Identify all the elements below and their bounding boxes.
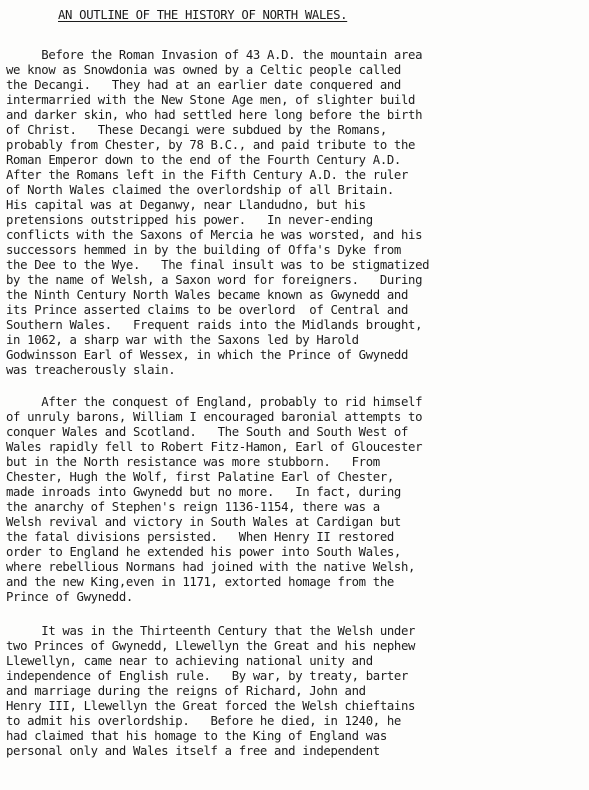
paragraph-roman-to-saxon: Before the Roman Invasion of 43 A.D. the mountain area we know as Snowdonia was owned by a Celtic people called the Decangi. They had at an earlier date conquered and intermarried with the New Stone Age men, of slighter build and darker skin, who had settled here long before the birth of Christ. These Decangi were subdued by the Romans, probably from Chester, by 78 B.C., and paid tribute to the Roman Emperor down to the end of the Fourth Century A.D. After the Romans left in the Fifth Century A.D. the ruler of North Wales claimed the overlordship of all Britain. His capital was at Deganwy, near Llandudno, but his pretensions outstripped his power. In never-ending conflicts with the Saxons of Mercia he was worsted, and his successors hemmed in by the building of Offa's Dyke from the Dee to the Wye. The final insult was to be stigmatized by the name of Welsh, a Saxon word for foreigners. During the Ninth Century North Wales became known as Gwynedd and its Prince asserted claims to be overlord of Central and Southern Wales. Frequent raids into the Midlands brought, in 1062, a sharp war with the Saxons led by Harold Godwinsson Earl of Wessex, in which the Prince of Gwynedd was treacherously slain. [6, 48, 430, 377]
paragraph-norman-conquest: After the conquest of England, probably to rid himself of unruly barons, William I encouraged baronial attempts to conquer Wales and Scotland. The South and South West of Wales rapidly fell to Robert Fitz-Hamon, Earl of Gloucester but in the North resistance was more stubborn. From Chester, Hugh the Wolf, first Palatine Earl of Chester, made inroads into Gwynedd but no more. In fact, during the anarchy of Stephen's reign 1136-1154, there was a Welsh revival and victory in South Wales at Cardigan but the fatal divisions persisted. When Henry II restored order to England he extended his power into South Wales, where rebellious Normans had joined with the native Welsh, and the new King,even in 1171, extorted homage from the Prince of Gwynedd. [6, 395, 423, 604]
paragraph-thirteenth-century: It was in the Thirteenth Century that the Welsh under two Princes of Gwynedd, Llewellyn the Great and his nephew Llewellyn, came near to achieving national unity and independence of English rule. By war, by treaty, barter and marriage during the reigns of Richard, John and Henry III, Llewellyn the Great forced the Welsh chieftains to admit his overlordship. Before he died, in 1240, he had claimed that his homage to the King of England was personal only and Wales itself a free and independent [6, 624, 416, 758]
document-title: AN OUTLINE OF THE HISTORY OF NORTH WALES. [58, 8, 348, 22]
